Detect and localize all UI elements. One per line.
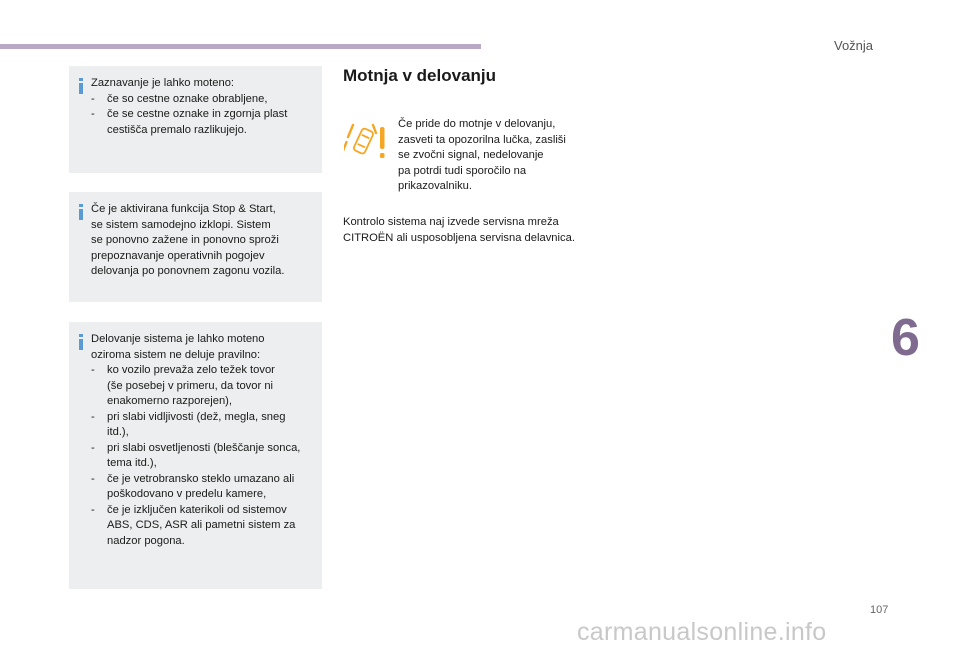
info-text-line: oziroma sistem ne deluje pravilno:: [91, 348, 261, 361]
bullet-item: - pri slabi osvetljenosti (bleščanje sonca, tema itd.),: [91, 441, 301, 469]
lane-departure-warning-icon: [344, 121, 392, 163]
bullet-item: - če je izključen katerikoli od sistemov ABS, CDS, ASR ali pametni sistem za nadzor pogona.: [91, 503, 296, 547]
info-icon: [76, 334, 86, 350]
info-text-line: Delovanje sistema je lahko moteno: [91, 333, 265, 345]
info-text-line: Če je aktivirana funkcija Stop & Start,: [91, 203, 276, 215]
info-text-line: Zaznavanje je lahko moteno:: [91, 77, 235, 89]
info-text-line: se ponovno zažene in ponovno sproži: [91, 234, 279, 246]
section-heading: Motnja v delovanju: [343, 66, 497, 85]
bullet-item: - pri slabi vidljivosti (dež, megla, sneg itd.),: [91, 410, 286, 438]
warning-description: Če pride do motnje v delovanju, zasveti ta opozorilna lučka, zasliši se zvočni signal, nedelovanje pa potrdi tudi sporočilo na prikazovalniku.: [398, 118, 566, 192]
bullet-item: - če so cestne oznake obrabljene,: [91, 92, 268, 105]
chapter-number: 6: [891, 309, 920, 367]
info-box-limitations: [69, 322, 322, 589]
info-icon: [76, 204, 86, 220]
page-number: 107: [870, 604, 889, 616]
header-accent-bar: [0, 44, 481, 49]
bullet-item: - če je vetrobransko steklo umazano ali poškodovano v predelu kamere,: [91, 472, 295, 500]
info-box-stop-start: [69, 192, 322, 302]
info-text-line: se sistem samodejno izklopi. Sistem: [91, 218, 271, 231]
info-text-line: prepoznavanje operativnih pogojev: [91, 249, 265, 262]
bullet-item: - če se cestne oznake in zgornja plast cestišča premalo razlikujejo.: [91, 108, 288, 136]
bullet-item: - ko vozilo prevaža zelo težek tovor (še posebej v primeru, da tovor ni enakomerno razporejen),: [91, 364, 275, 407]
info-text-line: delovanja po ponovnem zagonu vozila.: [91, 265, 285, 277]
service-paragraph: Kontrolo sistema naj izvede servisna mreža CITROËN ali usposobljena servisna delavnica.: [343, 216, 575, 244]
watermark: carmanualsonline.info: [577, 618, 827, 646]
info-icon: [76, 78, 86, 94]
chapter-title: Vožnja: [834, 38, 874, 53]
info-box-detection: [69, 66, 322, 173]
